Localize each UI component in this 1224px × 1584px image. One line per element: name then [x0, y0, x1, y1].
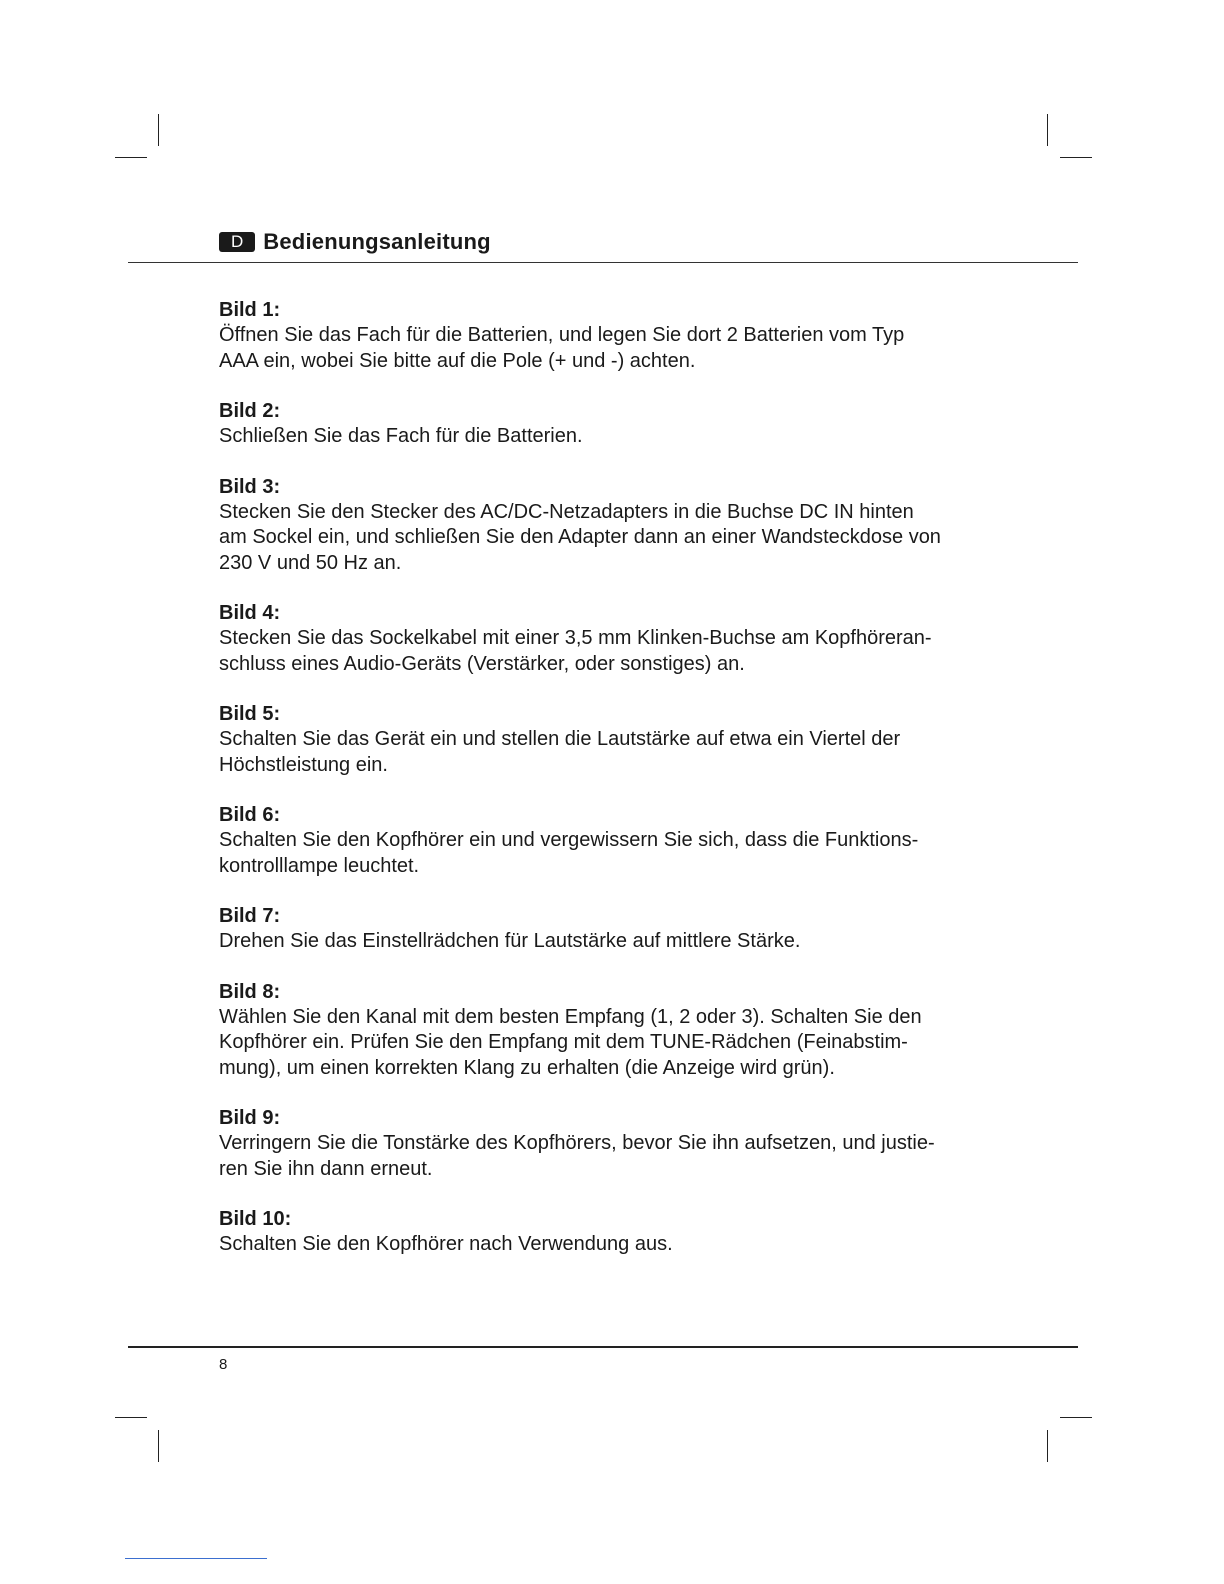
step-heading: Bild 3: [219, 475, 281, 498]
instruction-step [219, 803, 1019, 879]
step-text-line: Stecken Sie den Stecker des AC/DC-Netzadapters in die Buchse DC IN hinten [219, 500, 914, 523]
step-text-line: Schalten Sie den Kopfhörer nach Verwendung aus. [219, 1233, 673, 1255]
instruction-step [219, 1207, 1019, 1258]
step-text-line: kontrolllampe leuchtet. [219, 854, 420, 877]
step-heading: Bild 4: [219, 602, 281, 624]
crop-mark-bottom-right-horizontal [1060, 1417, 1092, 1418]
instruction-step [219, 904, 1019, 955]
step-heading: Bild 5: [219, 703, 281, 725]
step-heading: Bild 2: [219, 400, 281, 422]
step-text-line: 230 V und 50 Hz an. [219, 551, 402, 574]
header-title: Bedienungsanleitung [263, 229, 491, 254]
instruction-list [219, 298, 1019, 1283]
instruction-step [219, 399, 1019, 450]
step-text-line: Wählen Sie den Kanal mit dem besten Empfang (1, 2 oder 3). Schalten Sie den [219, 1005, 922, 1028]
crop-mark-top-left-vertical [158, 114, 159, 146]
instruction-step [219, 702, 1019, 778]
step-heading: Bild 7: [219, 905, 281, 927]
step-text-line: mung), um einen korrekten Klang zu erhalten (die Anzeige wird grün). [219, 1056, 835, 1079]
instruction-step [219, 298, 1019, 374]
instruction-step [219, 601, 1019, 677]
crop-mark-top-right-vertical [1047, 114, 1048, 146]
crop-mark-bottom-left-horizontal [115, 1417, 147, 1418]
step-text-line: Verringern Sie die Tonstärke des Kopfhörers, bevor Sie ihn aufsetzen, und justie- [219, 1132, 935, 1154]
step-text-line: ren Sie ihn dann erneut. [219, 1157, 433, 1180]
header-divider [128, 262, 1078, 263]
language-badge: D [219, 232, 255, 252]
step-text-line: Kopfhörer ein. Prüfen Sie den Empfang mit dem TUNE-Rädchen (Feinabstim- [219, 1031, 908, 1053]
footer-divider [128, 1346, 1078, 1348]
step-heading: Bild 9: [219, 1107, 281, 1129]
crop-mark-top-right-horizontal [1060, 157, 1092, 158]
step-text-line: Öffnen Sie das Fach für die Batterien, und legen Sie dort 2 Batterien vom Typ [219, 324, 905, 346]
step-text-line: Schalten Sie den Kopfhörer ein und vergewissern Sie sich, dass die Funktions- [219, 829, 919, 851]
link-underline-artifact [125, 1558, 267, 1559]
step-text-line: AAA ein, wobei Sie bitte auf die Pole (+ und -) achten. [219, 349, 696, 372]
step-heading: Bild 10: [219, 1208, 292, 1230]
step-text-line: Drehen Sie das Einstellrädchen für Lautstärke auf mittlere Stärke. [219, 930, 801, 952]
page-header [219, 229, 491, 255]
crop-mark-bottom-left-vertical [158, 1430, 159, 1462]
instruction-step [219, 475, 1019, 577]
step-text-line: Stecken Sie das Sockelkabel mit einer 3,5 mm Klinken-Buchse am Kopfhöreran- [219, 627, 932, 649]
step-text-line: Schließen Sie das Fach für die Batterien. [219, 425, 583, 447]
crop-mark-bottom-right-vertical [1047, 1430, 1048, 1462]
step-text-line: schluss eines Audio-Geräts (Verstärker, oder sonstiges) an. [219, 652, 745, 675]
page-number: 8 [219, 1356, 228, 1373]
step-text-line: am Sockel ein, und schließen Sie den Adapter dann an einer Wandsteckdose von [219, 526, 941, 548]
step-text-line: Höchstleistung ein. [219, 753, 388, 776]
instruction-step [219, 1106, 1019, 1182]
instruction-step [219, 980, 1019, 1082]
step-heading: Bild 8: [219, 980, 281, 1003]
step-heading: Bild 6: [219, 804, 281, 826]
step-text-line: Schalten Sie das Gerät ein und stellen die Lautstärke auf etwa ein Viertel der [219, 728, 901, 750]
step-heading: Bild 1: [219, 299, 281, 321]
crop-mark-top-left-horizontal [115, 157, 147, 158]
